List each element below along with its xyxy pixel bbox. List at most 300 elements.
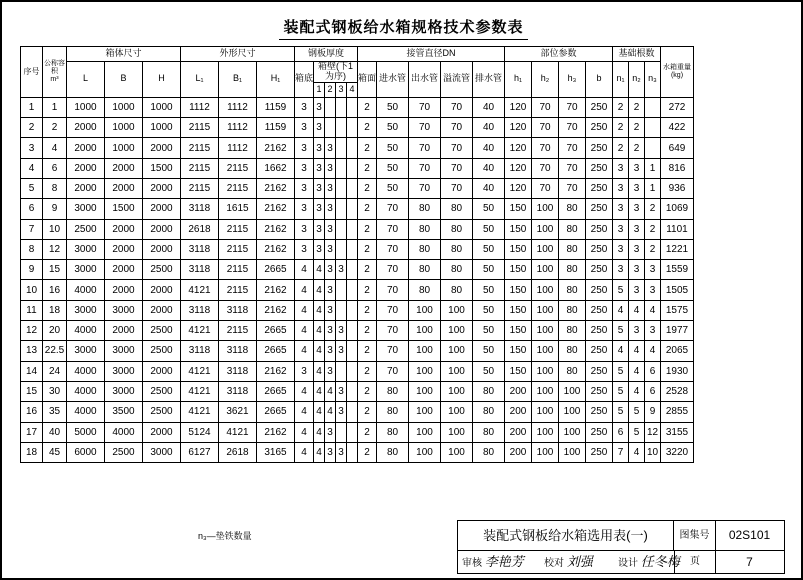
cell-overflow: 80	[441, 280, 473, 300]
cell-weight: 2855	[661, 402, 694, 422]
cell-w3: 3	[336, 260, 347, 280]
table-note: n₃—垫铁数量	[198, 531, 252, 541]
cell-drain: 50	[473, 300, 505, 320]
cell-w1: 3	[314, 219, 325, 239]
cell-n2: 5	[629, 422, 645, 442]
cell-n1: 4	[613, 341, 629, 361]
cell-B: 1000	[105, 97, 143, 117]
cell-w1: 4	[314, 381, 325, 401]
cell-n2: 4	[629, 341, 645, 361]
cell-n3: 4	[645, 300, 661, 320]
table-row	[21, 260, 694, 280]
cell-n3: 6	[645, 361, 661, 381]
cell-B: 2000	[105, 219, 143, 239]
cell-h2: 70	[532, 118, 559, 138]
cell-overflow: 80	[441, 239, 473, 259]
cell-seq: 10	[21, 280, 43, 300]
cell-bottom: 4	[295, 321, 314, 341]
table-row	[21, 422, 694, 442]
cell-h2: 100	[532, 300, 559, 320]
cell-overflow: 100	[441, 402, 473, 422]
cell-H: 1000	[143, 118, 181, 138]
col-overflow-pipe: 溢流管	[441, 62, 473, 98]
title-block-row-bottom	[458, 551, 784, 573]
cell-vol: 6	[43, 158, 67, 178]
cell-h2: 100	[532, 219, 559, 239]
cell-inlet: 70	[377, 280, 409, 300]
cell-B: 4000	[105, 422, 143, 442]
cell-b: 250	[586, 178, 613, 198]
cell-bottom: 3	[295, 118, 314, 138]
cell-n2: 3	[629, 280, 645, 300]
cell-n1: 3	[613, 199, 629, 219]
cell-top: 2	[358, 341, 377, 361]
check-label: 校对	[544, 558, 564, 569]
cell-H1: 2162	[257, 178, 295, 198]
cell-w3: 3	[336, 381, 347, 401]
cell-b: 250	[586, 158, 613, 178]
cell-overflow: 100	[441, 422, 473, 442]
cell-h3: 80	[559, 341, 586, 361]
cell-b: 250	[586, 321, 613, 341]
cell-w3: 3	[336, 402, 347, 422]
title-container	[2, 16, 803, 40]
col-wall-4: 4	[347, 82, 358, 97]
cell-top: 2	[358, 97, 377, 117]
cell-H: 2500	[143, 341, 181, 361]
cell-B: 2000	[105, 178, 143, 198]
cell-inlet: 80	[377, 402, 409, 422]
cell-inlet: 70	[377, 321, 409, 341]
table-row	[21, 239, 694, 259]
cell-w1: 3	[314, 199, 325, 219]
cell-weight: 1505	[661, 280, 694, 300]
cell-top: 2	[358, 199, 377, 219]
cell-vol: 1	[43, 97, 67, 117]
cell-h3: 80	[559, 219, 586, 239]
cell-H1: 1159	[257, 118, 295, 138]
cell-inlet: 70	[377, 341, 409, 361]
col-drain-pipe: 排水管	[473, 62, 505, 98]
cell-bottom: 3	[295, 158, 314, 178]
cell-B: 1500	[105, 199, 143, 219]
cell-w1: 4	[314, 422, 325, 442]
cell-seq: 2	[21, 118, 43, 138]
cell-inlet: 50	[377, 138, 409, 158]
cell-H1: 2162	[257, 300, 295, 320]
cell-inlet: 70	[377, 300, 409, 320]
cell-bottom: 3	[295, 138, 314, 158]
cell-drain: 40	[473, 178, 505, 198]
cell-inlet: 80	[377, 422, 409, 442]
cell-weight: 422	[661, 118, 694, 138]
cell-L1: 2115	[181, 138, 219, 158]
cell-bottom: 3	[295, 219, 314, 239]
cell-H: 2000	[143, 219, 181, 239]
cell-h1: 200	[505, 381, 532, 401]
cell-w3	[336, 158, 347, 178]
cell-seq: 14	[21, 361, 43, 381]
cell-drain: 40	[473, 118, 505, 138]
cell-seq: 13	[21, 341, 43, 361]
cell-h1: 200	[505, 422, 532, 442]
cell-w4	[347, 361, 358, 381]
cell-vol: 24	[43, 361, 67, 381]
cell-h1: 200	[505, 442, 532, 462]
atlas-number-label: 图集号	[674, 521, 716, 550]
cell-B1: 2115	[219, 158, 257, 178]
cell-L: 3000	[67, 300, 105, 320]
cell-inlet: 70	[377, 361, 409, 381]
cell-B1: 2115	[219, 260, 257, 280]
cell-overflow: 70	[441, 158, 473, 178]
cell-w4	[347, 381, 358, 401]
cell-drain: 50	[473, 361, 505, 381]
cell-inlet: 50	[377, 158, 409, 178]
col-h2: h₂	[532, 62, 559, 98]
cell-top: 2	[358, 442, 377, 462]
cell-L1: 4121	[181, 280, 219, 300]
cell-n3: 3	[645, 321, 661, 341]
cell-weight: 2065	[661, 341, 694, 361]
cell-n3: 2	[645, 199, 661, 219]
cell-w4	[347, 300, 358, 320]
cell-outlet: 70	[409, 97, 441, 117]
cell-n3	[645, 138, 661, 158]
table-row	[21, 178, 694, 198]
cell-bottom: 4	[295, 402, 314, 422]
col-wall-3: 3	[336, 82, 347, 97]
cell-w1: 4	[314, 442, 325, 462]
cell-H: 1500	[143, 158, 181, 178]
cell-weight: 1069	[661, 199, 694, 219]
cell-w4	[347, 118, 358, 138]
col-b: b	[586, 62, 613, 98]
cell-inlet: 80	[377, 381, 409, 401]
cell-n1: 5	[613, 280, 629, 300]
cell-B1: 3118	[219, 381, 257, 401]
cell-n2: 2	[629, 97, 645, 117]
sheet-title: 装配式钢板给水箱选用表(一)	[458, 521, 674, 550]
cell-L1: 4121	[181, 361, 219, 381]
cell-inlet: 50	[377, 97, 409, 117]
cell-outlet: 80	[409, 199, 441, 219]
cell-bottom: 4	[295, 300, 314, 320]
cell-w1: 4	[314, 402, 325, 422]
cell-vol: 45	[43, 442, 67, 462]
cell-weight: 816	[661, 158, 694, 178]
cell-n2: 3	[629, 158, 645, 178]
cell-n1: 5	[613, 402, 629, 422]
cell-h3: 80	[559, 300, 586, 320]
cell-w2: 3	[325, 158, 336, 178]
cell-h3: 70	[559, 118, 586, 138]
cell-w2: 3	[325, 361, 336, 381]
cell-H1: 2162	[257, 422, 295, 442]
cell-n2: 2	[629, 138, 645, 158]
cell-L: 2000	[67, 118, 105, 138]
cell-n1: 3	[613, 158, 629, 178]
cell-outlet: 100	[409, 361, 441, 381]
cell-outlet: 100	[409, 442, 441, 462]
cell-w3	[336, 138, 347, 158]
cell-L1: 2115	[181, 178, 219, 198]
cell-H: 2000	[143, 422, 181, 442]
cell-n3: 3	[645, 260, 661, 280]
cell-H1: 1662	[257, 158, 295, 178]
cell-b: 250	[586, 97, 613, 117]
cell-n2: 3	[629, 219, 645, 239]
cell-w2: 3	[325, 260, 336, 280]
cell-h3: 100	[559, 422, 586, 442]
cell-vol: 12	[43, 239, 67, 259]
col-inlet-pipe: 进水管	[377, 62, 409, 98]
cell-vol: 20	[43, 321, 67, 341]
cell-w4	[347, 442, 358, 462]
cell-drain: 50	[473, 239, 505, 259]
cell-w2: 3	[325, 138, 336, 158]
group-foundation-count: 基础根数	[613, 47, 661, 62]
cell-overflow: 100	[441, 341, 473, 361]
cell-vol: 35	[43, 402, 67, 422]
cell-H: 2500	[143, 402, 181, 422]
cell-h3: 70	[559, 158, 586, 178]
cell-h1: 150	[505, 341, 532, 361]
cell-B1: 4121	[219, 422, 257, 442]
cell-w2: 3	[325, 239, 336, 259]
cell-w4	[347, 199, 358, 219]
cell-n1: 2	[613, 97, 629, 117]
table-row	[21, 280, 694, 300]
table-row	[21, 442, 694, 462]
cell-B1: 2115	[219, 239, 257, 259]
cell-w2: 3	[325, 321, 336, 341]
cell-outlet: 100	[409, 341, 441, 361]
cell-weight: 649	[661, 138, 694, 158]
cell-L1: 4121	[181, 321, 219, 341]
cell-H: 2000	[143, 138, 181, 158]
cell-outlet: 70	[409, 118, 441, 138]
cell-weight: 1221	[661, 239, 694, 259]
cell-h2: 100	[532, 280, 559, 300]
cell-drain: 50	[473, 280, 505, 300]
cell-B: 3000	[105, 300, 143, 320]
cell-n3: 1	[645, 158, 661, 178]
cell-overflow: 70	[441, 138, 473, 158]
cell-weight: 3220	[661, 442, 694, 462]
cell-w1: 4	[314, 341, 325, 361]
cell-B: 3000	[105, 381, 143, 401]
cell-seq: 7	[21, 219, 43, 239]
cell-H: 2000	[143, 239, 181, 259]
table-row	[21, 321, 694, 341]
cell-n2: 3	[629, 260, 645, 280]
cell-bottom: 4	[295, 341, 314, 361]
cell-h3: 70	[559, 178, 586, 198]
cell-h1: 150	[505, 239, 532, 259]
cell-seq: 4	[21, 158, 43, 178]
cell-seq: 16	[21, 402, 43, 422]
cell-top: 2	[358, 239, 377, 259]
check-field	[544, 551, 593, 573]
cell-w4	[347, 178, 358, 198]
cell-B1: 3621	[219, 402, 257, 422]
cell-H: 1000	[143, 97, 181, 117]
cell-b: 250	[586, 422, 613, 442]
cell-bottom: 4	[295, 260, 314, 280]
table-row	[21, 361, 694, 381]
col-n2: n₂	[629, 62, 645, 98]
cell-inlet: 70	[377, 199, 409, 219]
cell-seq: 11	[21, 300, 43, 320]
cell-w2	[325, 118, 336, 138]
col-H1: H₁	[257, 62, 295, 98]
cell-n1: 3	[613, 239, 629, 259]
cell-B: 2000	[105, 280, 143, 300]
cell-vol: 8	[43, 178, 67, 198]
col-h1: h₁	[505, 62, 532, 98]
cell-h1: 120	[505, 158, 532, 178]
cell-n1: 7	[613, 442, 629, 462]
table-row	[21, 402, 694, 422]
cell-n3: 9	[645, 402, 661, 422]
group-outline-size: 外形尺寸	[181, 47, 295, 62]
cell-outlet: 100	[409, 381, 441, 401]
cell-B1: 1615	[219, 199, 257, 219]
cell-top: 2	[358, 158, 377, 178]
cell-L: 4000	[67, 402, 105, 422]
cell-w4	[347, 158, 358, 178]
cell-w4	[347, 321, 358, 341]
cell-bottom: 4	[295, 422, 314, 442]
cell-h1: 150	[505, 280, 532, 300]
cell-w3: 3	[336, 341, 347, 361]
cell-h2: 100	[532, 442, 559, 462]
cell-B1: 1112	[219, 138, 257, 158]
table-row	[21, 97, 694, 117]
col-H: H	[143, 62, 181, 98]
cell-drain: 50	[473, 219, 505, 239]
cell-inlet: 70	[377, 219, 409, 239]
cell-h1: 120	[505, 138, 532, 158]
cell-B1: 3118	[219, 300, 257, 320]
cell-outlet: 70	[409, 138, 441, 158]
cell-vol: 4	[43, 138, 67, 158]
cell-h2: 70	[532, 158, 559, 178]
cell-L1: 3118	[181, 300, 219, 320]
cell-w4	[347, 341, 358, 361]
cell-w1: 4	[314, 260, 325, 280]
cell-B1: 2115	[219, 219, 257, 239]
cell-outlet: 100	[409, 321, 441, 341]
cell-overflow: 100	[441, 361, 473, 381]
cell-L1: 2115	[181, 118, 219, 138]
cell-vol: 15	[43, 260, 67, 280]
cell-h2: 100	[532, 381, 559, 401]
col-B1: B₁	[219, 62, 257, 98]
review-signature: 李艳芳	[484, 554, 524, 569]
cell-L: 2000	[67, 158, 105, 178]
cell-B1: 2618	[219, 442, 257, 462]
table-row	[21, 381, 694, 401]
cell-drain: 80	[473, 422, 505, 442]
cell-B1: 1112	[219, 118, 257, 138]
cell-h2: 70	[532, 178, 559, 198]
table-row	[21, 138, 694, 158]
cell-H1: 2162	[257, 361, 295, 381]
table-row	[21, 219, 694, 239]
cell-H: 2000	[143, 280, 181, 300]
cell-L: 2500	[67, 219, 105, 239]
cell-b: 250	[586, 442, 613, 462]
cell-b: 250	[586, 239, 613, 259]
cell-B: 2500	[105, 442, 143, 462]
cell-b: 250	[586, 341, 613, 361]
cell-h2: 100	[532, 361, 559, 381]
cell-top: 2	[358, 219, 377, 239]
cell-H1: 2162	[257, 138, 295, 158]
cell-n1: 3	[613, 219, 629, 239]
title-block	[457, 520, 785, 574]
cell-outlet: 100	[409, 422, 441, 442]
cell-n3	[645, 118, 661, 138]
cell-inlet: 50	[377, 118, 409, 138]
cell-w1: 4	[314, 361, 325, 381]
table-row	[21, 118, 694, 138]
cell-L1: 4121	[181, 402, 219, 422]
cell-n2: 4	[629, 361, 645, 381]
cell-L1: 5124	[181, 422, 219, 442]
cell-n3: 2	[645, 219, 661, 239]
cell-h3: 70	[559, 138, 586, 158]
cell-overflow: 80	[441, 219, 473, 239]
cell-n1: 6	[613, 422, 629, 442]
cell-bottom: 3	[295, 239, 314, 259]
cell-n2: 3	[629, 239, 645, 259]
cell-top: 2	[358, 118, 377, 138]
cell-w3	[336, 361, 347, 381]
cell-b: 250	[586, 138, 613, 158]
cell-w3: 3	[336, 442, 347, 462]
cell-h1: 120	[505, 97, 532, 117]
cell-bottom: 3	[295, 199, 314, 219]
cell-B1: 2115	[219, 178, 257, 198]
cell-B: 3000	[105, 361, 143, 381]
cell-top: 2	[358, 280, 377, 300]
cell-B1: 2115	[219, 321, 257, 341]
cell-bottom: 4	[295, 442, 314, 462]
group-part-params: 部位参数	[505, 47, 613, 62]
cell-w3	[336, 97, 347, 117]
cell-L1: 3118	[181, 239, 219, 259]
cell-drain: 80	[473, 381, 505, 401]
cell-outlet: 80	[409, 280, 441, 300]
cell-H: 2500	[143, 321, 181, 341]
cell-drain: 40	[473, 138, 505, 158]
cell-w3	[336, 280, 347, 300]
col-L: L	[67, 62, 105, 98]
cell-n1: 5	[613, 361, 629, 381]
cell-h3: 100	[559, 402, 586, 422]
design-signature: 任冬梅	[640, 554, 680, 569]
table-row	[21, 341, 694, 361]
cell-L: 6000	[67, 442, 105, 462]
cell-n2: 3	[629, 321, 645, 341]
cell-L: 4000	[67, 381, 105, 401]
cell-weight: 1101	[661, 219, 694, 239]
cell-w2: 3	[325, 178, 336, 198]
cell-w2: 3	[325, 442, 336, 462]
